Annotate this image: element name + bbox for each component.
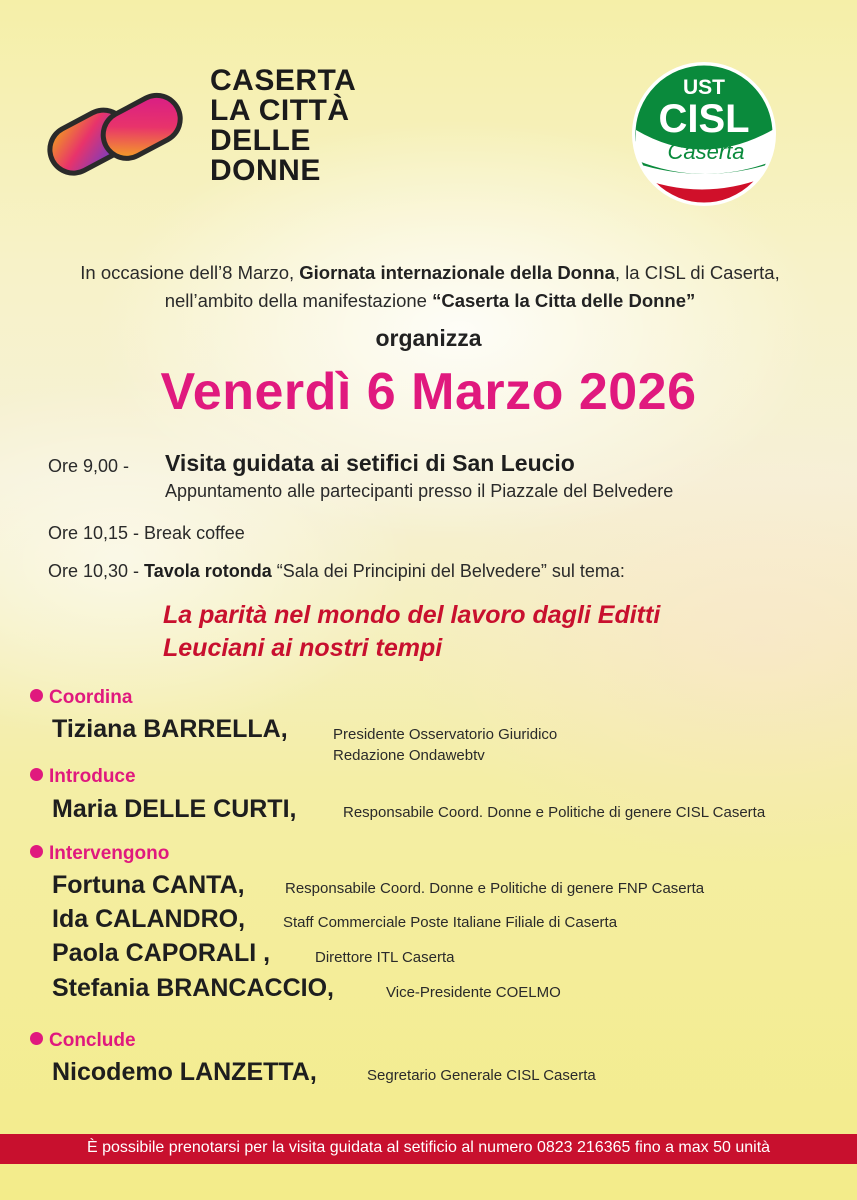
bullet-icon [30,768,43,781]
speaker-name-caporali: Paola CAPORALI , [52,939,271,967]
speaker-name-barrella: Tiziana BARRELLA, [52,715,288,743]
schedule-time-3: Ore 10,30 - [48,561,145,581]
role-conclude [30,1030,136,1052]
ust-cisl-caserta-logo [626,60,782,208]
city-of-women-title [210,66,356,186]
logo-line-3: DELLE [210,124,311,157]
bullet-icon [30,1032,43,1045]
speaker-desc-caporali: Direttore ITL Caserta [315,949,455,966]
logo-line-1: CASERTA [210,64,357,97]
badge-city-text: Caserta [667,139,745,164]
schedule-item-3 [48,561,625,582]
speaker-name-calandro: Ida CALANDRO, [52,905,246,933]
speaker-desc-delle-curti: Responsabile Coord. Donne e Politiche di genere CISL Caserta [343,804,766,821]
intro-bold-1: Giornata internazionale della Donna [299,262,615,283]
speaker-desc-barrella-1: Presidente Osservatorio Giuridico [333,726,558,743]
role-conclude-label: Conclude [49,1030,136,1051]
schedule-time-1: Ore 9,00 - [48,456,130,476]
role-intervengono-label: Intervengono [49,843,170,864]
speaker-name-lanzetta: Nicodemo LANZETTA, [52,1058,317,1086]
schedule-rest-3: “Sala dei Principini del Belvedere” sul tema: [271,561,625,581]
bullet-icon [30,689,43,702]
theme-line-2: Leuciani ai nostri tempi [163,634,443,662]
booking-info-text: È possibile prenotarsi per la visita guidata al setificio al numero 0823 216365 fino a max 50 unità [86,1139,771,1156]
speaker-name-delle-curti: Maria DELLE CURTI, [52,795,297,823]
schedule-bold-3: Tavola rotonda [144,561,272,581]
speaker-desc-lanzetta: Segretario Generale CISL Caserta [367,1067,596,1084]
theme-line-1: La parità nel mondo del lavoro dagli Editti [163,601,661,629]
badge-cisl-text: CISL [658,97,750,141]
speaker-name-brancaccio: Stefania BRANCACCIO, [52,974,334,1002]
role-introduce-label: Introduce [49,766,136,787]
schedule-title-1: Visita guidata ai setifici di San Leucio [165,450,575,476]
intro-part-1: In occasione dell’8 Marzo, [80,262,300,283]
round-table-theme [163,599,660,665]
role-coordina [30,687,132,709]
organizza-heading: organizza [375,325,482,351]
speaker-name-canta: Fortuna CANTA, [52,871,245,899]
logo-line-4: DONNE [210,154,321,187]
city-of-women-logo [40,62,190,202]
intro-bold-2: “Caserta la Citta delle Donne” [432,290,696,311]
schedule-item-2: Ore 10,15 - Break coffee [48,523,245,543]
schedule-subtitle-1: Appuntamento alle partecipanti presso il Piazzale del Belvedere [165,481,674,501]
speaker-desc-canta: Responsabile Coord. Donne e Politiche di genere FNP Caserta [285,880,705,897]
intro-part-2: , la CISL di Caserta, nell’ambito della manifestazione [164,262,780,311]
speaker-desc-brancaccio: Vice-Presidente COELMO [386,984,561,1001]
role-coordina-label: Coordina [49,687,133,708]
role-introduce [30,766,136,788]
speaker-desc-calandro: Staff Commerciale Poste Italiane Filiale di Caserta [283,914,618,931]
event-date-title: Venerdì 6 Marzo 2026 [160,363,697,421]
role-intervengono [30,843,169,865]
badge-ust-text: UST [683,76,725,99]
intro-paragraph [40,259,820,315]
logo-line-2: LA CITTÀ [210,94,350,127]
speaker-desc-barrella-2: Redazione Ondawebtv [333,747,485,764]
bullet-icon [30,845,43,858]
